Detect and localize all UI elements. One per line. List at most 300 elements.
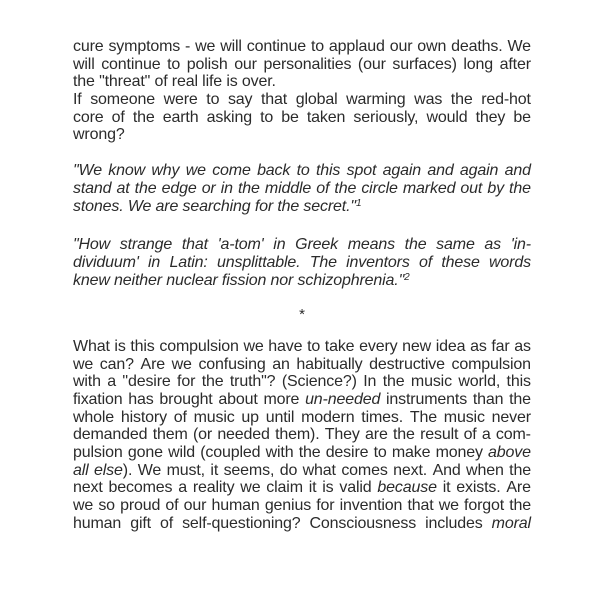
text-segment: they bbox=[475, 108, 506, 126]
word bbox=[426, 109, 467, 127]
text-segment: say bbox=[227, 91, 253, 109]
word bbox=[207, 109, 252, 127]
text-segment: strange bbox=[119, 236, 173, 254]
word bbox=[451, 356, 530, 374]
word bbox=[266, 444, 294, 462]
text-segment: that bbox=[181, 236, 208, 254]
text-segment: as bbox=[484, 236, 502, 254]
text-segment: comes bbox=[341, 461, 388, 479]
text-segment: to bbox=[373, 444, 387, 462]
text-segment: it bbox=[308, 479, 317, 497]
text-segment: we bbox=[195, 38, 216, 55]
text-segment: all bbox=[73, 461, 89, 479]
text-segment: until bbox=[265, 408, 295, 426]
word bbox=[73, 38, 104, 56]
text-segment: in bbox=[220, 179, 233, 197]
text-segment: inventors bbox=[346, 253, 410, 271]
word bbox=[90, 91, 155, 109]
text-segment: com- bbox=[495, 426, 531, 444]
word bbox=[507, 38, 530, 56]
text-segment: the bbox=[298, 444, 321, 462]
text-line bbox=[73, 56, 531, 74]
word bbox=[238, 180, 260, 198]
text-segment: long bbox=[463, 55, 494, 73]
text-segment: red-hot bbox=[481, 91, 531, 109]
text-segment: taken bbox=[306, 108, 346, 126]
text-segment: edge bbox=[161, 179, 197, 197]
word bbox=[509, 462, 531, 480]
word bbox=[303, 462, 336, 480]
word bbox=[138, 462, 161, 480]
text-segment: this bbox=[315, 162, 341, 180]
text-segment: of bbox=[160, 514, 174, 532]
text-segment: and bbox=[504, 162, 531, 180]
text-segment: about bbox=[218, 391, 258, 408]
text-segment: a bbox=[107, 373, 117, 391]
text-segment: know bbox=[108, 162, 146, 180]
text-segment: demanded bbox=[73, 426, 148, 444]
text-segment: 'a-tom' bbox=[217, 236, 264, 254]
word bbox=[107, 373, 116, 391]
text-segment: that bbox=[261, 91, 288, 109]
word bbox=[514, 338, 531, 356]
text-segment: cure bbox=[73, 38, 104, 55]
text-segment: self-questioning? bbox=[182, 514, 301, 532]
text-segment: And bbox=[432, 461, 461, 479]
text-line bbox=[73, 462, 531, 480]
word bbox=[168, 444, 195, 462]
text-line bbox=[73, 497, 531, 515]
text-segment: In bbox=[363, 373, 377, 391]
word bbox=[363, 373, 376, 391]
text-line bbox=[73, 254, 531, 272]
text-segment: They bbox=[324, 426, 360, 444]
word bbox=[383, 162, 421, 180]
word bbox=[410, 409, 437, 427]
text-line bbox=[73, 479, 531, 497]
text-segment: come bbox=[212, 162, 251, 180]
text-segment: confusing bbox=[198, 355, 266, 373]
text-segment: when bbox=[466, 461, 504, 479]
text-segment: to bbox=[310, 38, 324, 55]
text-segment: moral bbox=[491, 514, 531, 532]
word bbox=[73, 515, 121, 533]
word bbox=[101, 56, 160, 74]
word bbox=[310, 515, 417, 533]
text-segment: of bbox=[173, 408, 187, 426]
text-segment: these bbox=[441, 253, 480, 271]
word bbox=[73, 497, 93, 515]
word bbox=[334, 180, 356, 198]
text-segment: and bbox=[427, 162, 454, 180]
word bbox=[109, 479, 173, 497]
text-segment: truth"? bbox=[229, 373, 276, 391]
text-segment: own bbox=[417, 38, 447, 55]
text-line bbox=[73, 338, 531, 356]
text-segment: was bbox=[414, 91, 443, 109]
text-segment: the bbox=[393, 426, 415, 444]
text-segment: the bbox=[509, 179, 531, 197]
text-segment: the bbox=[382, 373, 405, 391]
word bbox=[322, 479, 333, 497]
word bbox=[316, 180, 329, 198]
text-segment: stones. We are searching for the secret." bbox=[73, 197, 356, 215]
text-segment: a bbox=[178, 479, 187, 497]
text-segment: be bbox=[281, 108, 299, 126]
word bbox=[460, 180, 482, 198]
word bbox=[200, 444, 260, 462]
word bbox=[296, 356, 362, 374]
word bbox=[265, 180, 311, 198]
word bbox=[198, 356, 265, 374]
text-segment: in bbox=[148, 253, 161, 271]
word bbox=[174, 409, 187, 427]
text-segment: gift bbox=[130, 514, 151, 532]
text-segment: We bbox=[507, 38, 531, 55]
word bbox=[316, 162, 340, 180]
word bbox=[120, 236, 172, 254]
word bbox=[230, 373, 276, 391]
text-segment: warming bbox=[346, 91, 406, 109]
text-segment: core bbox=[73, 108, 104, 126]
word bbox=[187, 56, 228, 74]
text-segment: brought bbox=[159, 391, 213, 408]
quote-paragraph bbox=[73, 162, 531, 215]
word bbox=[94, 462, 132, 480]
text-segment: idea bbox=[435, 337, 466, 355]
word bbox=[114, 338, 125, 356]
text-segment: pulsion bbox=[73, 444, 123, 462]
word bbox=[122, 373, 170, 391]
text-segment: the bbox=[509, 461, 531, 479]
word bbox=[460, 162, 498, 180]
word bbox=[73, 109, 104, 127]
word bbox=[73, 391, 123, 409]
word bbox=[73, 254, 139, 272]
word bbox=[272, 356, 290, 374]
word bbox=[466, 462, 504, 480]
word bbox=[211, 497, 259, 515]
text-segment: the bbox=[404, 236, 427, 254]
text-segment: asking bbox=[206, 108, 252, 126]
text-segment: this bbox=[506, 373, 531, 391]
word bbox=[193, 426, 212, 444]
word bbox=[282, 373, 357, 391]
text-line bbox=[73, 162, 531, 180]
word bbox=[268, 338, 302, 356]
word bbox=[117, 180, 130, 198]
text-segment: the bbox=[334, 179, 357, 197]
text-segment: - bbox=[185, 38, 191, 55]
word bbox=[451, 38, 502, 56]
word bbox=[73, 162, 102, 180]
word bbox=[121, 409, 167, 427]
word bbox=[425, 515, 483, 533]
text-segment: invention bbox=[339, 497, 403, 515]
word bbox=[212, 162, 251, 180]
text-segment: (Science?) bbox=[281, 373, 357, 391]
word bbox=[316, 497, 334, 515]
text-segment: What bbox=[73, 337, 110, 355]
word bbox=[275, 426, 319, 444]
text-segment: un-needed bbox=[305, 391, 381, 408]
text-segment: next bbox=[73, 479, 103, 497]
text-segment: the bbox=[509, 391, 531, 408]
text-line bbox=[73, 198, 531, 216]
word bbox=[492, 515, 531, 533]
paragraph bbox=[73, 338, 531, 533]
text-segment: will bbox=[73, 55, 95, 73]
word bbox=[133, 109, 155, 127]
text-segment: means bbox=[347, 236, 395, 254]
text-segment: we bbox=[438, 497, 459, 515]
word bbox=[151, 162, 179, 180]
text-segment: 'in- bbox=[510, 236, 531, 254]
text-segment: world, bbox=[458, 373, 501, 391]
text-segment: we bbox=[185, 162, 206, 180]
word bbox=[369, 356, 445, 374]
text-segment: unsplittable. bbox=[217, 253, 301, 271]
word bbox=[224, 462, 275, 480]
text-segment: with bbox=[73, 373, 101, 391]
text-segment: We bbox=[137, 461, 162, 479]
word bbox=[346, 254, 410, 272]
word bbox=[451, 91, 473, 109]
word bbox=[492, 409, 531, 427]
text-segment: Consciousness bbox=[309, 514, 417, 532]
word bbox=[427, 162, 453, 180]
word bbox=[411, 373, 452, 391]
text-segment: music bbox=[443, 408, 485, 426]
text-segment: we bbox=[73, 355, 94, 373]
word bbox=[439, 497, 459, 515]
text-segment: the bbox=[132, 108, 155, 126]
word bbox=[130, 515, 151, 533]
word bbox=[130, 338, 154, 356]
text-segment: reality bbox=[192, 479, 235, 497]
text-segment: continue bbox=[246, 38, 307, 55]
text-segment: proud bbox=[120, 497, 161, 515]
text-segment: we bbox=[243, 337, 264, 355]
word bbox=[73, 236, 110, 254]
word bbox=[73, 479, 103, 497]
word bbox=[228, 91, 252, 109]
word bbox=[470, 338, 487, 356]
text-segment: again bbox=[459, 162, 499, 180]
text-line bbox=[73, 426, 531, 444]
word bbox=[507, 373, 531, 391]
text-line bbox=[73, 391, 531, 409]
text-segment: wrong? bbox=[73, 126, 125, 144]
text-segment: fixation bbox=[73, 391, 123, 408]
word bbox=[185, 38, 190, 56]
text-segment: times. bbox=[361, 408, 404, 426]
text-segment: If bbox=[73, 91, 82, 109]
text-line bbox=[73, 180, 531, 198]
word bbox=[182, 515, 300, 533]
word bbox=[420, 426, 458, 444]
word bbox=[487, 180, 504, 198]
text-segment: of bbox=[165, 497, 179, 515]
text-segment: an bbox=[272, 355, 290, 373]
word bbox=[240, 479, 260, 497]
text-segment: genius bbox=[264, 497, 312, 515]
text-segment: modern bbox=[301, 408, 355, 426]
word bbox=[339, 479, 371, 497]
text-segment: new bbox=[402, 337, 432, 355]
word bbox=[436, 444, 483, 462]
word bbox=[217, 426, 270, 444]
word bbox=[128, 391, 153, 409]
word bbox=[159, 338, 238, 356]
word bbox=[281, 109, 299, 127]
word bbox=[458, 373, 500, 391]
word bbox=[120, 497, 160, 515]
word bbox=[263, 56, 351, 74]
text-segment: words bbox=[489, 253, 531, 271]
text-segment: have bbox=[268, 337, 303, 355]
text-segment: circle bbox=[361, 179, 398, 197]
word bbox=[295, 236, 338, 254]
word bbox=[221, 180, 233, 198]
footnote-marker: 1 bbox=[355, 197, 362, 209]
word bbox=[73, 91, 82, 109]
word bbox=[100, 356, 134, 374]
word bbox=[73, 462, 89, 480]
text-segment: result bbox=[420, 426, 459, 444]
text-segment: we bbox=[73, 497, 94, 515]
text-segment: music bbox=[193, 408, 235, 426]
paragraph bbox=[73, 38, 531, 91]
text-segment: will bbox=[220, 38, 242, 55]
text-line bbox=[73, 126, 531, 144]
word bbox=[193, 479, 235, 497]
word bbox=[436, 236, 475, 254]
text-segment: the bbox=[134, 179, 157, 197]
text-segment: (or bbox=[192, 426, 213, 444]
text-segment: our bbox=[183, 497, 207, 515]
text-segment: make bbox=[391, 444, 431, 462]
word bbox=[341, 462, 387, 480]
word bbox=[358, 56, 386, 74]
word bbox=[390, 38, 413, 56]
text-segment: Are bbox=[506, 479, 531, 497]
text-segment: else bbox=[94, 461, 123, 479]
word bbox=[163, 109, 199, 127]
word bbox=[307, 338, 320, 356]
word bbox=[309, 479, 317, 497]
text-segment: middle bbox=[264, 179, 312, 197]
text-segment: every bbox=[359, 337, 398, 355]
word bbox=[73, 426, 147, 444]
text-segment: music bbox=[410, 373, 452, 391]
word bbox=[218, 391, 257, 409]
word bbox=[491, 338, 509, 356]
word bbox=[500, 56, 531, 74]
word bbox=[383, 373, 405, 391]
word bbox=[353, 109, 418, 127]
text-line bbox=[73, 356, 531, 374]
word bbox=[443, 479, 451, 497]
word bbox=[297, 162, 310, 180]
text-segment: human bbox=[211, 497, 260, 515]
text-segment: dividuum' bbox=[73, 253, 139, 271]
word bbox=[329, 38, 385, 56]
word bbox=[464, 497, 504, 515]
text-segment: marked bbox=[402, 179, 456, 197]
word bbox=[509, 391, 531, 409]
text-segment: desire bbox=[325, 444, 369, 462]
text-segment: compulsion bbox=[159, 337, 239, 355]
word bbox=[482, 426, 491, 444]
text-segment: it bbox=[442, 479, 451, 497]
text-segment: compulsion bbox=[451, 355, 531, 373]
word bbox=[261, 91, 287, 109]
text-segment: of bbox=[419, 253, 433, 271]
word bbox=[153, 426, 188, 444]
text-segment: (coupled bbox=[200, 444, 261, 462]
word bbox=[160, 515, 173, 533]
text-segment: would bbox=[426, 108, 468, 126]
text-segment: are bbox=[365, 426, 388, 444]
text-segment: take bbox=[324, 337, 355, 355]
text-segment: Latin: bbox=[169, 253, 208, 271]
text-segment: why bbox=[151, 162, 180, 180]
text-segment: them). bbox=[275, 426, 320, 444]
word bbox=[202, 180, 216, 198]
text-segment: our bbox=[389, 38, 413, 55]
text-segment: continue bbox=[101, 55, 161, 73]
word bbox=[441, 254, 479, 272]
word bbox=[456, 479, 500, 497]
text-segment: out bbox=[460, 179, 483, 197]
text-segment: it bbox=[210, 461, 219, 479]
word bbox=[165, 497, 178, 515]
text-segment: a bbox=[481, 426, 491, 444]
word bbox=[346, 91, 405, 109]
word bbox=[184, 497, 207, 515]
text-segment: someone bbox=[90, 91, 155, 109]
text-segment: far bbox=[491, 337, 510, 355]
text-segment: human bbox=[73, 514, 122, 532]
text-segment: we bbox=[240, 479, 261, 497]
word bbox=[73, 409, 114, 427]
text-segment: in bbox=[273, 236, 286, 254]
text-segment: includes bbox=[425, 514, 483, 532]
text-segment: spot bbox=[346, 162, 377, 180]
word bbox=[340, 497, 403, 515]
word bbox=[402, 338, 431, 356]
text-segment: forgot bbox=[464, 497, 505, 515]
quote-paragraph bbox=[73, 236, 531, 289]
text-segment: this bbox=[130, 337, 155, 355]
text-segment: applaud bbox=[328, 38, 385, 55]
word bbox=[489, 254, 531, 272]
text-segment: so bbox=[98, 497, 115, 515]
text-segment: knew neither nuclear fission nor schizophrenia." bbox=[73, 271, 405, 289]
word bbox=[169, 254, 207, 272]
word bbox=[263, 391, 299, 409]
word bbox=[167, 462, 205, 480]
word bbox=[266, 479, 303, 497]
word bbox=[463, 56, 493, 74]
text-segment: The bbox=[409, 408, 437, 426]
text-segment: the bbox=[509, 497, 531, 515]
section-separator-asterisk: * bbox=[299, 306, 305, 324]
word bbox=[217, 254, 300, 272]
word bbox=[476, 109, 506, 127]
text-segment: polish bbox=[186, 55, 228, 73]
